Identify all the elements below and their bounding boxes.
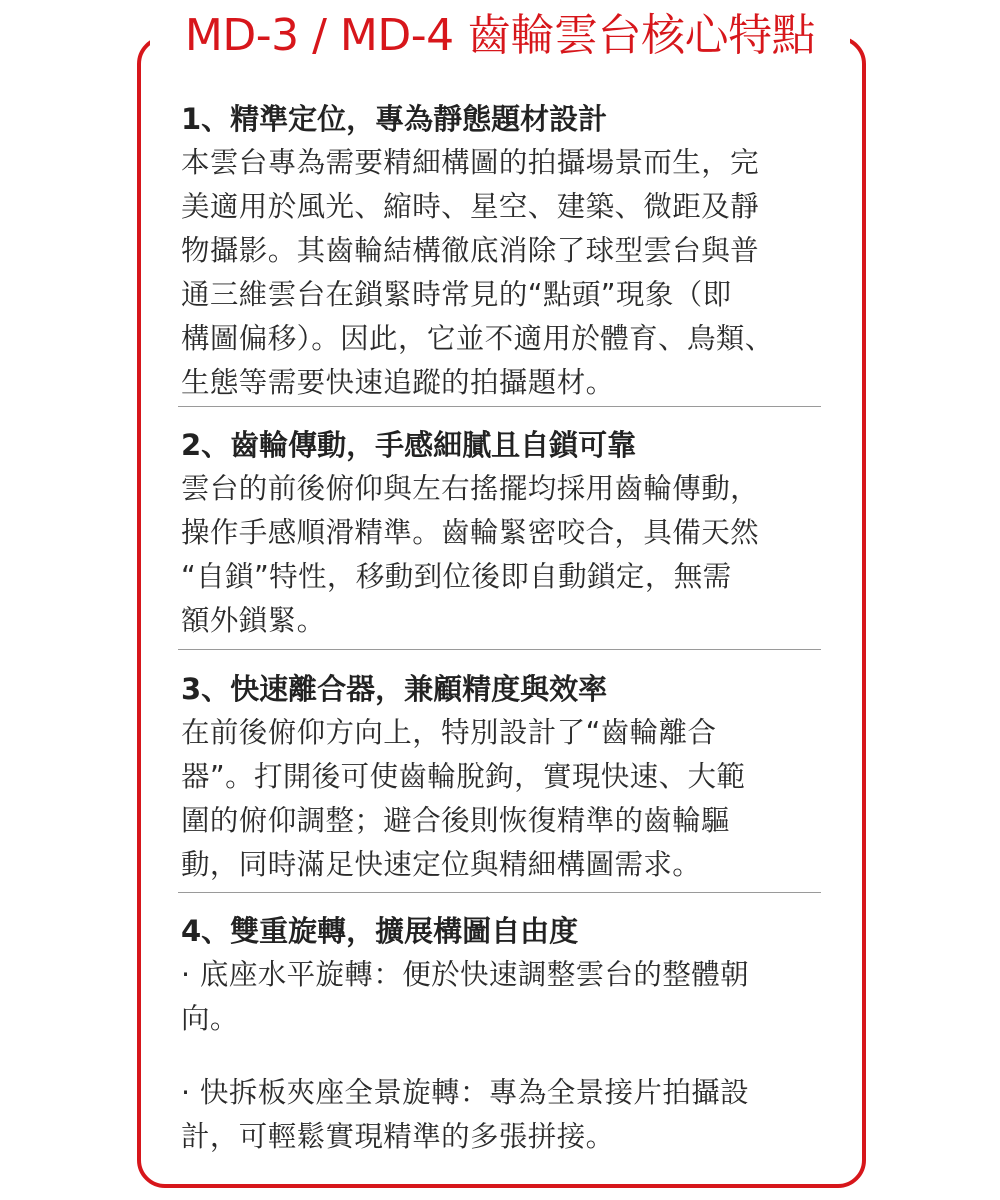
body-line: 操作手感順滑精準。齒輪緊密咬合，具備天然 bbox=[181, 516, 760, 549]
body-line: 動，同時滿足快速定位與精細構圖需求。 bbox=[181, 848, 702, 881]
page-title: MD-3 / MD-4 齒輪雲台核心特點 bbox=[150, 4, 850, 68]
feature-body-3 bbox=[181, 711, 821, 887]
feature-section-1 bbox=[181, 99, 821, 405]
feature-heading-2: 2、齒輪傳動，手感細膩且自鎖可靠 bbox=[181, 428, 637, 462]
body-line: 生態等需要快速追蹤的拍攝題材。 bbox=[181, 366, 615, 399]
body-line: 物攝影。其齒輪結構徹底消除了球型雲台與普 bbox=[181, 234, 760, 267]
body-line: “自鎖”特性，移動到位後即自動鎖定，無需 bbox=[181, 560, 732, 593]
body-line: 計，可輕鬆實現精準的多張拼接。 bbox=[181, 1120, 615, 1153]
paragraph-gap bbox=[181, 1041, 821, 1071]
body-line: 器”。打開後可使齒輪脫鉤，實現快速、大範 bbox=[181, 760, 746, 793]
feature-body-4 bbox=[181, 953, 821, 1159]
feature-body-1 bbox=[181, 141, 821, 405]
feature-heading-4: 4、雙重旋轉，擴展構圖自由度 bbox=[181, 914, 579, 948]
feature-section-4 bbox=[181, 911, 821, 1159]
feature-section-2 bbox=[181, 425, 821, 643]
body-line: 通三維雲台在鎖緊時常見的“點頭”現象（即 bbox=[181, 278, 732, 311]
body-line: 本雲台專為需要精細構圖的拍攝場景而生，完 bbox=[181, 146, 760, 179]
section-divider bbox=[178, 406, 821, 407]
body-line: · 底座水平旋轉：便於快速調整雲台的整體朝 bbox=[181, 958, 750, 991]
body-line: 在前後俯仰方向上，特別設計了“齒輪離合 bbox=[181, 716, 717, 749]
feature-body-2 bbox=[181, 467, 821, 643]
body-line: 向。 bbox=[181, 1002, 239, 1035]
body-line: 圍的俯仰調整；避合後則恢復精準的齒輪驅 bbox=[181, 804, 731, 837]
section-divider bbox=[178, 892, 821, 893]
body-line: 美適用於風光、縮時、星空、建築、微距及靜 bbox=[181, 190, 760, 223]
feature-section-3 bbox=[181, 669, 821, 887]
section-divider bbox=[178, 649, 821, 650]
body-line: 構圖偏移）。因此，它並不適用於體育、鳥類、 bbox=[181, 322, 774, 355]
body-line: 額外鎖緊。 bbox=[181, 604, 326, 637]
feature-heading-3: 3、快速離合器，兼顧精度與效率 bbox=[181, 672, 608, 706]
body-line: · 快拆板夾座全景旋轉：專為全景接片拍攝設 bbox=[181, 1076, 750, 1109]
body-line: 雲台的前後俯仰與左右搖擺均採用齒輪傳動， bbox=[181, 472, 760, 505]
feature-heading-1: 1、精準定位，專為靜態題材設計 bbox=[181, 102, 608, 136]
